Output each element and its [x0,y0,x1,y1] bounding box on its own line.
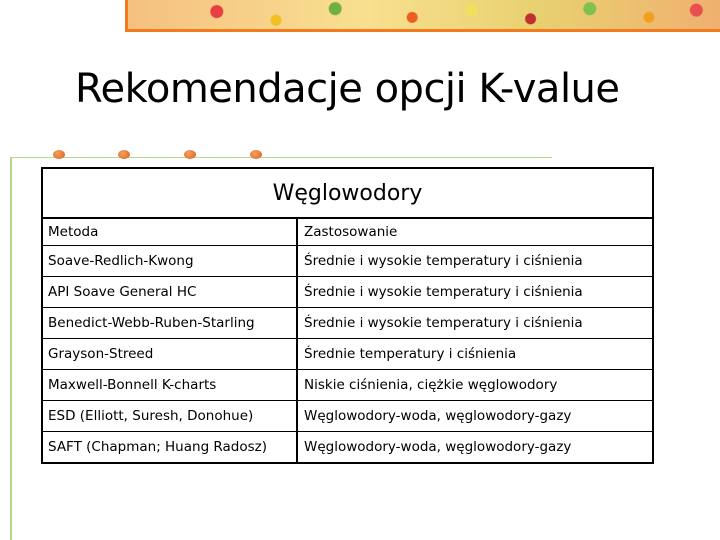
application-cell: Węglowodory-woda, węglowodory-gazy [304,408,572,424]
table-caption: Węglowodory [43,169,652,219]
method-cell: Maxwell-Bonnell K-charts [43,370,298,400]
header-method: Metoda [43,219,298,245]
table-row [43,277,652,308]
table-row [43,308,652,339]
method-cell: Benedict-Webb-Ruben-Starling [43,308,298,338]
bullet-dot-icon [53,150,65,159]
method-cell: ESD (Elliott, Suresh, Donohue) [43,401,298,431]
method-cell: Soave-Redlich-Kwong [43,246,298,276]
application-cell: Średnie i wysokie temperatury i ciśnienia [304,315,583,331]
table-row [43,246,652,277]
slide-title: Rekomendacje opcji K-value [75,66,620,112]
table-header-row [43,219,652,246]
application-cell: Węglowodory-woda, węglowodory-gazy [304,439,572,455]
method-cell: SAFT (Chapman; Huang Radosz) [43,432,298,462]
application-cell: Średnie i wysokie temperatury i ciśnienia [304,253,583,269]
title-rule [10,157,552,158]
bullet-dot-icon [250,150,262,159]
application-cell: Niskie ciśnienia, ciężkie węglowodory [304,377,558,393]
decorative-banner [125,0,720,32]
header-application: Zastosowanie [304,224,398,240]
left-accent-line [10,158,12,540]
bullet-dot-icon [184,150,196,159]
table-row [43,432,652,462]
method-cell: API Soave General HC [43,277,298,307]
application-cell: Średnie i wysokie temperatury i ciśnienia [304,284,583,300]
k-value-table [41,167,654,464]
method-cell: Grayson-Streed [43,339,298,369]
bullet-dot-icon [118,150,130,159]
table-row [43,339,652,370]
table-row [43,401,652,432]
table-row [43,370,652,401]
application-cell: Średnie temperatury i ciśnienia [304,346,517,362]
